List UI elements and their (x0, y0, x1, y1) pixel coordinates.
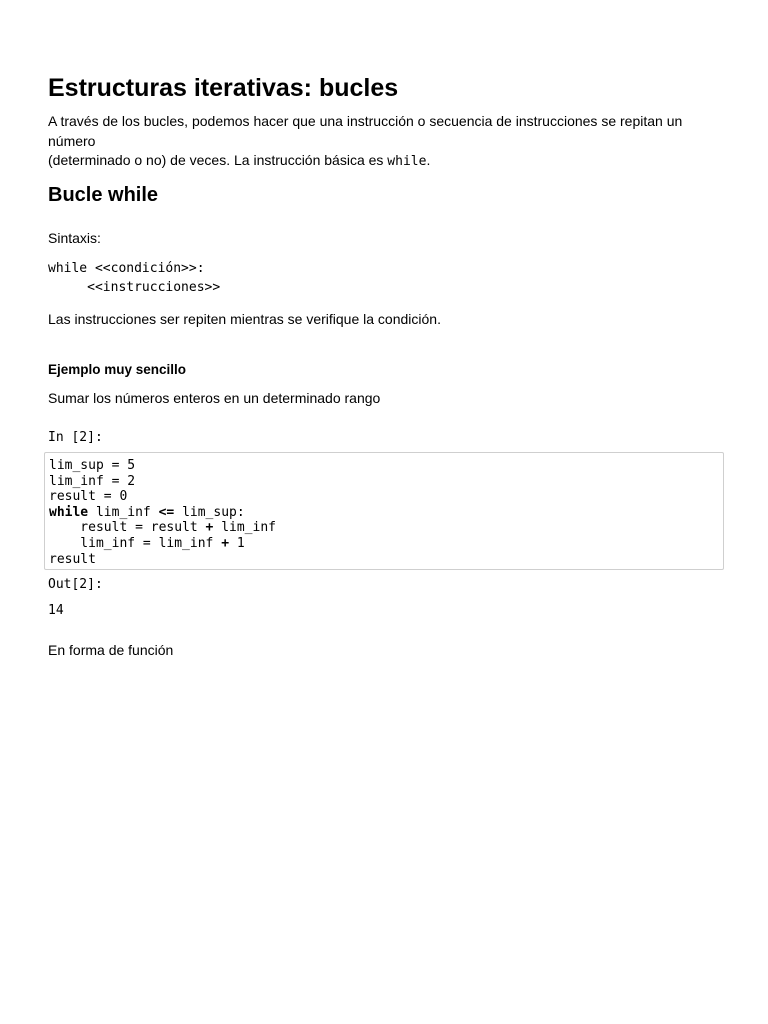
code-content (49, 458, 723, 567)
code-fragment: lim_sup: (174, 504, 245, 520)
code-line: result (49, 551, 96, 567)
output-value: 14 (48, 603, 64, 618)
page-title: Estructuras iterativas: bucles (48, 74, 399, 102)
section-heading-bucle-while: Bucle while (48, 184, 159, 206)
example-heading: Ejemplo muy sencillo (48, 362, 187, 377)
code-line: lim_inf = 2 (49, 473, 136, 489)
syntax-line: <<instrucciones>> (48, 279, 221, 295)
code-fragment: result = result (49, 520, 206, 536)
intro-line-2-end: . (426, 152, 431, 168)
code-fragment: lim_inf (88, 504, 159, 520)
input-prompt: In [2]: (48, 430, 103, 445)
syntax-code-block (48, 260, 220, 297)
operator-lte: <= (158, 504, 175, 520)
code-input-cell[interactable] (44, 452, 724, 570)
intro-line-2-text: (determinado o no) de veces. La instrucción básica es (48, 152, 388, 168)
repeat-description: Las instrucciones ser repiten mientras se verifique la condición. (48, 311, 441, 327)
syntax-label: Sintaxis: (48, 230, 101, 246)
inline-code-while: while (387, 154, 427, 169)
code-fragment: lim_inf = lim_inf (49, 535, 222, 551)
keyword-while: while (49, 504, 89, 520)
intro-line-1: A través de los bucles, podemos hacer que una instrucción o secuencia de instrucciones se repitan un número (48, 113, 683, 149)
syntax-line: while <<condición>>: (48, 261, 205, 276)
code-line: lim_sup = 5 (49, 458, 136, 473)
example-description: Sumar los números enteros en un determinado rango (48, 390, 381, 406)
intro-paragraph (48, 112, 726, 172)
operator-plus: + (221, 535, 230, 551)
code-fragment: 1 (229, 535, 245, 551)
output-prompt: Out[2]: (48, 577, 103, 592)
function-form-text: En forma de función (48, 642, 174, 658)
code-fragment: lim_inf (213, 520, 276, 536)
operator-plus: + (205, 520, 214, 536)
code-line: result = 0 (49, 489, 128, 505)
